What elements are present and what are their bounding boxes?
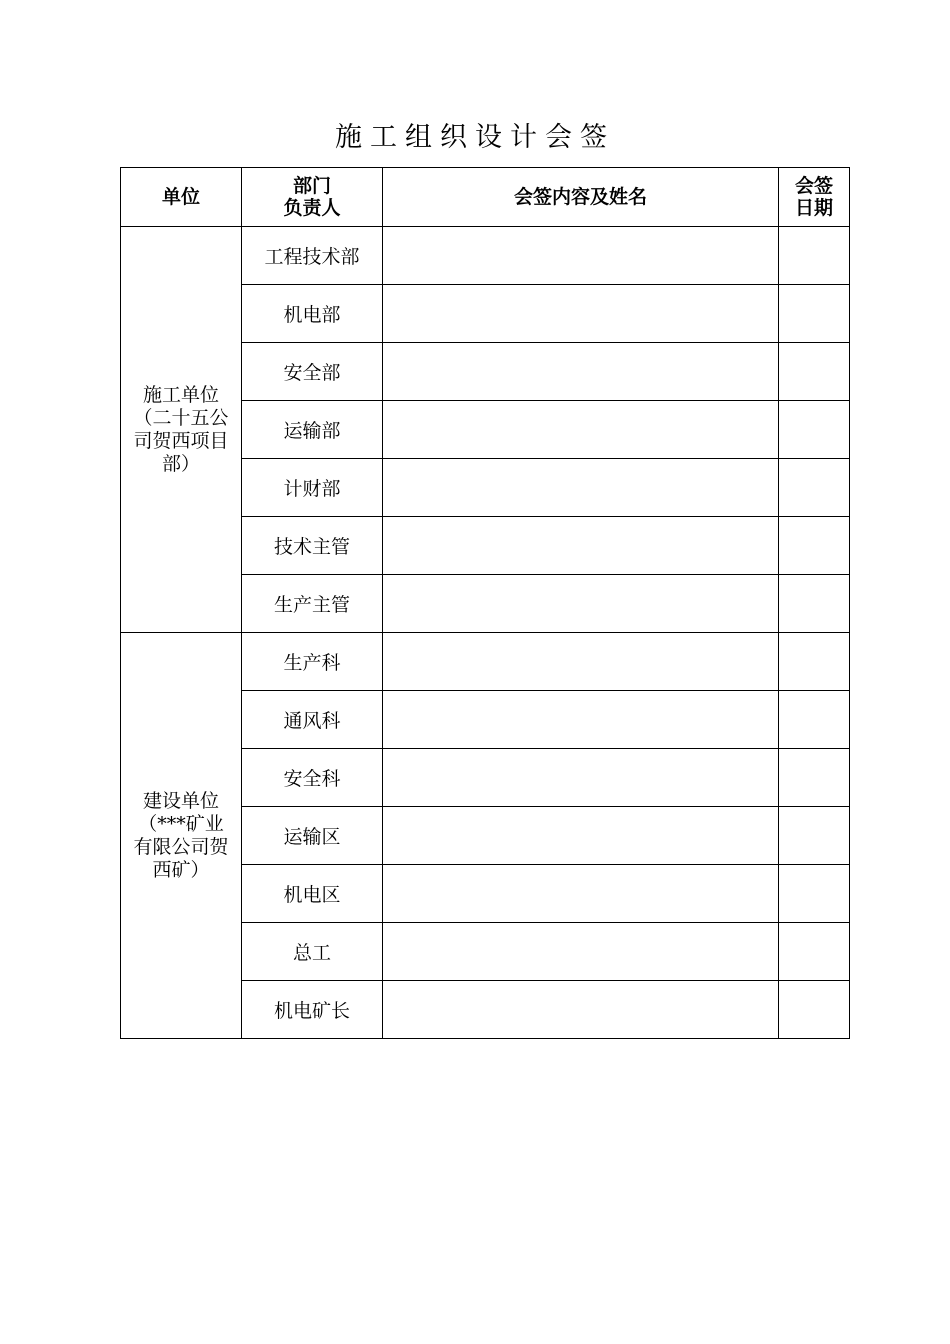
department-cell: 机电区 (242, 865, 383, 923)
signature-content-cell[interactable] (383, 227, 779, 285)
department-cell: 安全部 (242, 343, 383, 401)
header-unit: 单位 (121, 168, 242, 227)
signature-date-cell[interactable] (779, 227, 850, 285)
header-department (242, 168, 383, 227)
table-header-row (121, 168, 850, 227)
unit-line: 施工单位 (142, 383, 219, 406)
department-cell: 总工 (242, 923, 383, 981)
header-date (779, 168, 850, 227)
signature-content-cell[interactable] (383, 691, 779, 749)
signature-date-cell[interactable] (779, 923, 850, 981)
department-cell: 机电矿长 (242, 981, 383, 1039)
signature-date-cell[interactable] (779, 575, 850, 633)
signature-content-cell[interactable] (383, 285, 779, 343)
table-row (121, 633, 850, 691)
signature-content-cell[interactable] (383, 575, 779, 633)
document-title: 施工组织设计会签 (335, 122, 615, 153)
signature-date-cell[interactable] (779, 981, 850, 1039)
signature-date-cell[interactable] (779, 865, 850, 923)
signature-content-cell[interactable] (383, 807, 779, 865)
signature-date-cell[interactable] (779, 285, 850, 343)
signature-date-cell[interactable] (779, 633, 850, 691)
unit-line: （二十五公 (133, 406, 229, 429)
signature-content-cell[interactable] (383, 749, 779, 807)
signature-content-cell[interactable] (383, 923, 779, 981)
header-date-line2: 日期 (794, 197, 833, 219)
department-cell: 生产科 (242, 633, 383, 691)
signature-date-cell[interactable] (779, 691, 850, 749)
countersign-table (120, 167, 850, 1039)
signature-date-cell[interactable] (779, 517, 850, 575)
signature-content-cell[interactable] (383, 865, 779, 923)
header-department-line1: 部门 (292, 175, 331, 197)
signature-date-cell[interactable] (779, 807, 850, 865)
signature-content-cell[interactable] (383, 633, 779, 691)
signature-content-cell[interactable] (383, 459, 779, 517)
department-cell: 运输区 (242, 807, 383, 865)
department-cell: 技术主管 (242, 517, 383, 575)
header-content: 会签内容及姓名 (383, 168, 779, 227)
signature-content-cell[interactable] (383, 517, 779, 575)
unit-line: 部） (161, 452, 200, 475)
signature-date-cell[interactable] (779, 343, 850, 401)
unit-line: 西矿） (152, 858, 210, 881)
unit-line: 建设单位 (142, 789, 219, 812)
department-cell: 工程技术部 (242, 227, 383, 285)
unit-line: （***矿业 (138, 812, 224, 835)
department-cell: 运输部 (242, 401, 383, 459)
signature-date-cell[interactable] (779, 459, 850, 517)
department-cell: 生产主管 (242, 575, 383, 633)
header-department-line2: 负责人 (283, 197, 341, 219)
unit-cell-construction (121, 227, 242, 633)
department-cell: 机电部 (242, 285, 383, 343)
table-row (121, 227, 850, 285)
signature-content-cell[interactable] (383, 343, 779, 401)
header-date-line1: 会签 (794, 175, 833, 197)
signature-date-cell[interactable] (779, 401, 850, 459)
signature-date-cell[interactable] (779, 749, 850, 807)
unit-line: 司贺西项目 (133, 429, 229, 452)
signature-content-cell[interactable] (383, 401, 779, 459)
department-cell: 安全科 (242, 749, 383, 807)
unit-cell-owner (121, 633, 242, 1039)
department-cell: 通风科 (242, 691, 383, 749)
signature-content-cell[interactable] (383, 981, 779, 1039)
department-cell: 计财部 (242, 459, 383, 517)
unit-line: 有限公司贺 (133, 835, 229, 858)
